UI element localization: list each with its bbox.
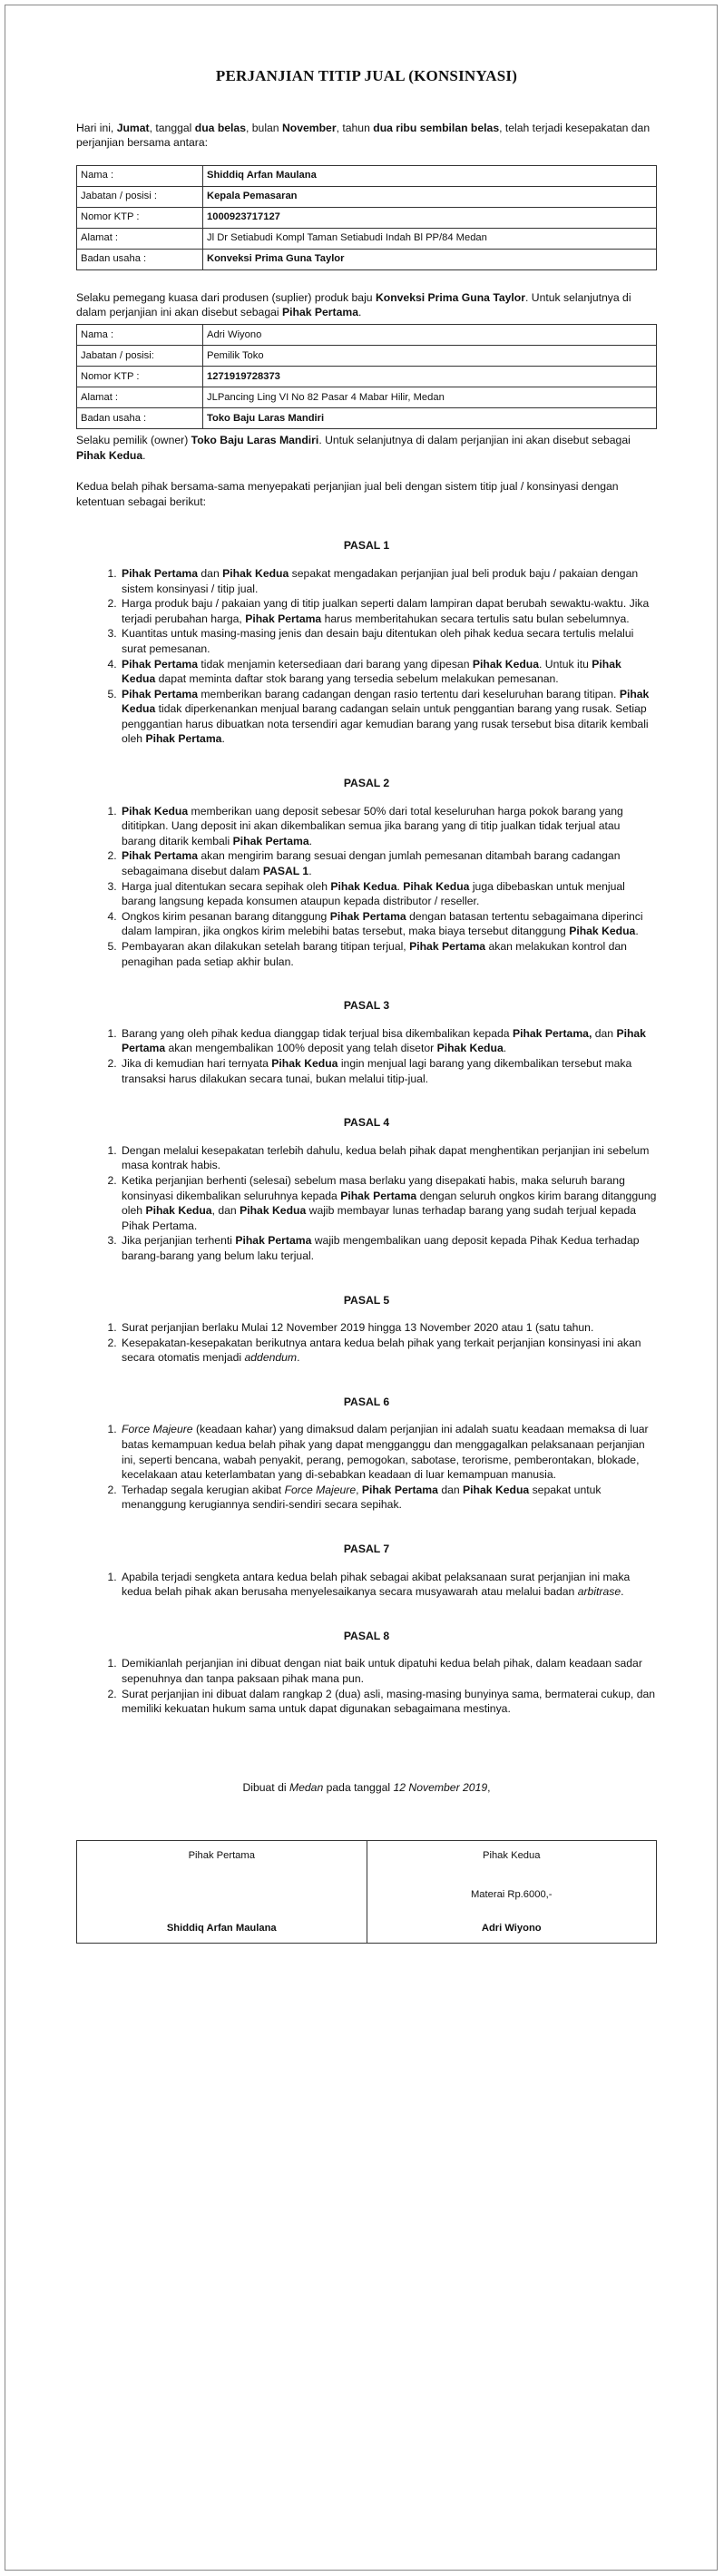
document-content xyxy=(76,5,657,1944)
article-title: PASAL 4 xyxy=(343,1116,390,1130)
article-clause: 4. Pihak Pertama tidak menjamin ketersediaan dari barang yang dipesan Pihak Kedua. Untuk itu Pihak Kedua dapat meminta daftar stok barang yang tersedia sebelum melakukan pemesanan. xyxy=(120,657,657,687)
article-clause: 2. Terhadap segala kerugian akibat Force Majeure, Pihak Pertama dan Pihak Kedua sepakat untuk menanggung kerugiannya sendiri-sendiri secara sepihak. xyxy=(120,1483,657,1513)
signature-cell-right xyxy=(367,1841,657,1944)
article-title: PASAL 7 xyxy=(343,1543,390,1556)
article-clause: 4. Ongkos kirim pesanan barang ditanggung Pihak Pertama dengan batasan tertentu sebagaimana diperinci dalam lampiran, jika ongkos kirim melebihi batas tersebut, maka biaya tersebut ditanggung Pihak Kedua. xyxy=(120,909,657,939)
party1-row xyxy=(77,207,657,228)
article-list xyxy=(76,1026,657,1086)
signature-left-name: Shiddiq Arfan Maulana xyxy=(166,1922,277,1934)
party1-label: Badan usaha : xyxy=(77,249,203,269)
party2-value: Adri Wiyono xyxy=(203,324,657,345)
party1-row xyxy=(77,186,657,207)
intro-paragraph: Hari ini, Jumat, tanggal dua belas, bulan November, tahun dua ribu sembilan belas, telah terjadi kesepakatan dan perjanjian bersama antara: xyxy=(76,121,651,150)
party1-row xyxy=(77,228,657,249)
party1-row xyxy=(77,165,657,186)
article-clause: 2. Surat perjanjian ini dibuat dalam rangkap 2 (dua) asli, masing-masing bunyinya sama, bermaterai cukup, dan memiliki kekuatan hukum sama untuk dapat digunakan sebagaimana mestinya. xyxy=(120,1687,657,1717)
party2-description: Selaku pemilik (owner) Toko Baju Laras Mandiri. Untuk selanjutnya di dalam perjanjian ini akan disebut sebagai Pihak Kedua. xyxy=(76,433,631,462)
article-list xyxy=(76,1570,657,1600)
party2-row xyxy=(77,387,657,407)
party2-row xyxy=(77,407,657,428)
document-title: PERJANJIAN TITIP JUAL (KONSINYASI) xyxy=(215,67,518,84)
party1-value: Kepala Pemasaran xyxy=(203,186,657,207)
article-list xyxy=(76,1422,657,1513)
party2-label: Alamat : xyxy=(77,387,203,407)
party2-label: Jabatan / posisi: xyxy=(77,345,203,366)
article-list xyxy=(76,1320,657,1366)
intro-date: dua belas xyxy=(194,121,246,134)
article-clause: 2. Harga produk baju / pakaian yang di titip jualkan seperti dalam lampiran dapat berubah sewaktu-waktu. Jika terjadi perubahan harga, Pihak Pertama harus memberitahukan secara tertulis satu bulan sebelumnya. xyxy=(120,596,657,626)
intro-year: dua ribu sembilan belas xyxy=(373,121,500,134)
signature-right-name: Adri Wiyono xyxy=(481,1922,542,1934)
article-list xyxy=(76,804,657,970)
signature-materai: Materai Rp.6000,- xyxy=(470,1888,553,1900)
party2-value: Pemilik Toko xyxy=(203,345,657,366)
party1-table xyxy=(76,165,657,270)
party2-label: Nomor KTP : xyxy=(77,366,203,387)
signature-right-title: Pihak Kedua xyxy=(483,1850,541,1862)
article-title: PASAL 2 xyxy=(343,777,390,790)
party1-value: Konveksi Prima Guna Taylor xyxy=(203,249,657,269)
article-clause: 2. Jika di kemudian hari ternyata Pihak Kedua ingin menjual lagi barang yang dikembalikan tersebut maka transaksi harus dilakukan secara tunai, bukan melalui titip-jual. xyxy=(120,1056,657,1086)
article-title: PASAL 3 xyxy=(343,999,390,1013)
party1-value: Jl Dr Setiabudi Kompl Taman Setiabudi Indah Bl PP/84 Medan xyxy=(203,228,657,249)
articles xyxy=(76,538,657,1716)
article-title: PASAL 5 xyxy=(343,1293,390,1307)
article-clause: 5. Pembayaran akan dilakukan setelah barang titipan terjual, Pihak Pertama akan melakukan kontrol dan penagihan pada setiap akhir bulan. xyxy=(120,939,657,969)
article-clause: 1. Surat perjanjian berlaku Mulai 12 November 2019 hingga 13 November 2020 atau 1 (satu tahun. xyxy=(120,1320,657,1336)
article-clause: 1. Barang yang oleh pihak kedua dianggap tidak terjual bisa dikembalikan kepada Pihak Pertama, dan Pihak Pertama akan mengembalikan 100% deposit yang telah disetor Pihak Kedua. xyxy=(120,1026,657,1056)
party2-label: Badan usaha : xyxy=(77,407,203,428)
article-clause: 1. Apabila terjadi sengketa antara kedua belah pihak sebagai akibat pelaksanaan surat perjanjian ini maka kedua belah pihak akan berusaha menyelesaikanya secara musyawarah atau melalui badan arbitrase. xyxy=(120,1570,657,1600)
article-list xyxy=(76,566,657,747)
article-list xyxy=(76,1143,657,1264)
party2-row xyxy=(77,324,657,345)
party1-label: Jabatan / posisi : xyxy=(77,186,203,207)
closing-place-date: Dibuat di Medan pada tanggal 12 November 2019, xyxy=(242,1780,491,1794)
intro-day: Jumat xyxy=(116,121,150,134)
article-clause: 2. Pihak Pertama akan mengirim barang sesuai dengan jumlah pemesanan ditambah barang cadangan sebagaimana disebut dalam PASAL 1. xyxy=(120,848,657,878)
article-clause: 1. Dengan melalui kesepakatan terlebih dahulu, kedua belah pihak dapat menghentikan perjanjian ini sebelum masa kontrak habis. xyxy=(120,1143,657,1173)
article-clause: 3. Jika perjanjian terhenti Pihak Pertama wajib mengembalikan uang deposit kepada Pihak Kedua terhadap barang-barang yang belum laku terjual. xyxy=(120,1233,657,1263)
article-clause: 2. Ketika perjanjian berhenti (selesai) sebelum masa berlaku yang disepakati habis, maka seluruh barang konsinyasi dikembalikan seluruhnya kepada Pihak Pertama dengan seluruh ongkos kirim barang ditanggung oleh Pihak Kedua, dan Pihak Kedua wajib membayar lunas terhadap barang yang sudah terjual kepada Pihak Pertama. xyxy=(120,1173,657,1233)
article-clause: 1. Demikianlah perjanjian ini dibuat dengan niat baik untuk dipatuhi kedua belah pihak, dalam keadaan sadar sepenuhnya dan tanpa paksaan pihak mana pun. xyxy=(120,1656,657,1686)
signature-left-title: Pihak Pertama xyxy=(188,1850,255,1862)
party2-value: Toko Baju Laras Mandiri xyxy=(203,407,657,428)
article-clause: 3. Harga jual ditentukan secara sepihak oleh Pihak Kedua. Pihak Kedua juga dibebaskan untuk menjual barang langsung kepada konsumen ataupun kepada distributor / reseller. xyxy=(120,879,657,909)
party1-label: Nama : xyxy=(77,165,203,186)
article-clause: 2. Kesepakatan-kesepakatan berikutnya antara kedua belah pihak yang terkait perjanjian konsinyasi ini akan secara otomatis menjadi addendum. xyxy=(120,1336,657,1366)
party1-description: Selaku pemegang kuasa dari produsen (suplier) produk baju Konveksi Prima Guna Taylor. Untuk selanjutnya di dalam perjanjian ini akan disebut sebagai Pihak Pertama. xyxy=(76,290,631,319)
article-list xyxy=(76,1656,657,1716)
article-title: PASAL 1 xyxy=(343,539,390,553)
article-title: PASAL 8 xyxy=(343,1629,390,1642)
document-page xyxy=(5,5,718,2571)
party2-value: JLPancing Ling VI No 82 Pasar 4 Mabar Hilir, Medan xyxy=(203,387,657,407)
party2-label: Nama : xyxy=(77,324,203,345)
party1-label: Alamat : xyxy=(77,228,203,249)
intro-month: November xyxy=(281,121,337,134)
party1-value: Shiddiq Arfan Maulana xyxy=(203,165,657,186)
article-clause: 1. Pihak Kedua memberikan uang deposit sebesar 50% dari total keseluruhan harga pokok barang yang dititipkan. Uang deposit ini akan dikembalikan semua jika barang yang di titip jualkan tidak terjual atau barang ditarik kembali Pihak Pertama. xyxy=(120,804,657,849)
signature-table xyxy=(76,1840,657,1944)
party2-row xyxy=(77,366,657,387)
article-title: PASAL 6 xyxy=(343,1395,390,1408)
article-clause: 5. Pihak Pertama memberikan barang cadangan dengan rasio tertentu dari keseluruhan barang titipan. Pihak Kedua tidak diperkenankan menjual barang cadangan selain untuk penggantian barang yang rusak. Setiap penggantian harus dibuatkan nota tersendiri agar kemudian barang yang rusak tersebut bisa ditarik kembali oleh Pihak Pertama. xyxy=(120,687,657,747)
agreement-intro: Kedua belah pihak bersama-sama menyepakati perjanjian jual beli dengan sistem titip jual / konsinyasi dengan ketentuan sebagai berikut: xyxy=(76,480,619,508)
article-clause: 3. Kuantitas untuk masing-masing jenis dan desain baju ditentukan oleh pihak kedua secara tertulis melalui surat pemesanan. xyxy=(120,626,657,656)
party1-label: Nomor KTP : xyxy=(77,207,203,228)
party2-value: 1271919728373 xyxy=(203,366,657,387)
party1-row xyxy=(77,249,657,269)
article-clause: 1. Pihak Pertama dan Pihak Kedua sepakat mengadakan perjanjian jual beli produk baju / pakaian dengan sistem konsinyasi / titip jual. xyxy=(120,566,657,596)
article-clause: 1. Force Majeure (keadaan kahar) yang dimaksud dalam perjanjian ini adalah suatu keadaan memaksa di luar batas kemampuan kedua belah pihak yang dapat mengganggu dan menggagalkan pelaksanaan perjanjian ini, seperti bencana, wabah penyakit, perang, pemogokan, sabotase, terorisme, pemberontakan, blokade, kecelakaan atau keterlambatan yang di-sebabkan keadaan di luar kemampuan manusia. xyxy=(120,1422,657,1482)
signature-cell-left xyxy=(77,1841,367,1944)
party2-table xyxy=(76,324,657,429)
party1-value: 1000923717127 xyxy=(203,207,657,228)
party2-row xyxy=(77,345,657,366)
